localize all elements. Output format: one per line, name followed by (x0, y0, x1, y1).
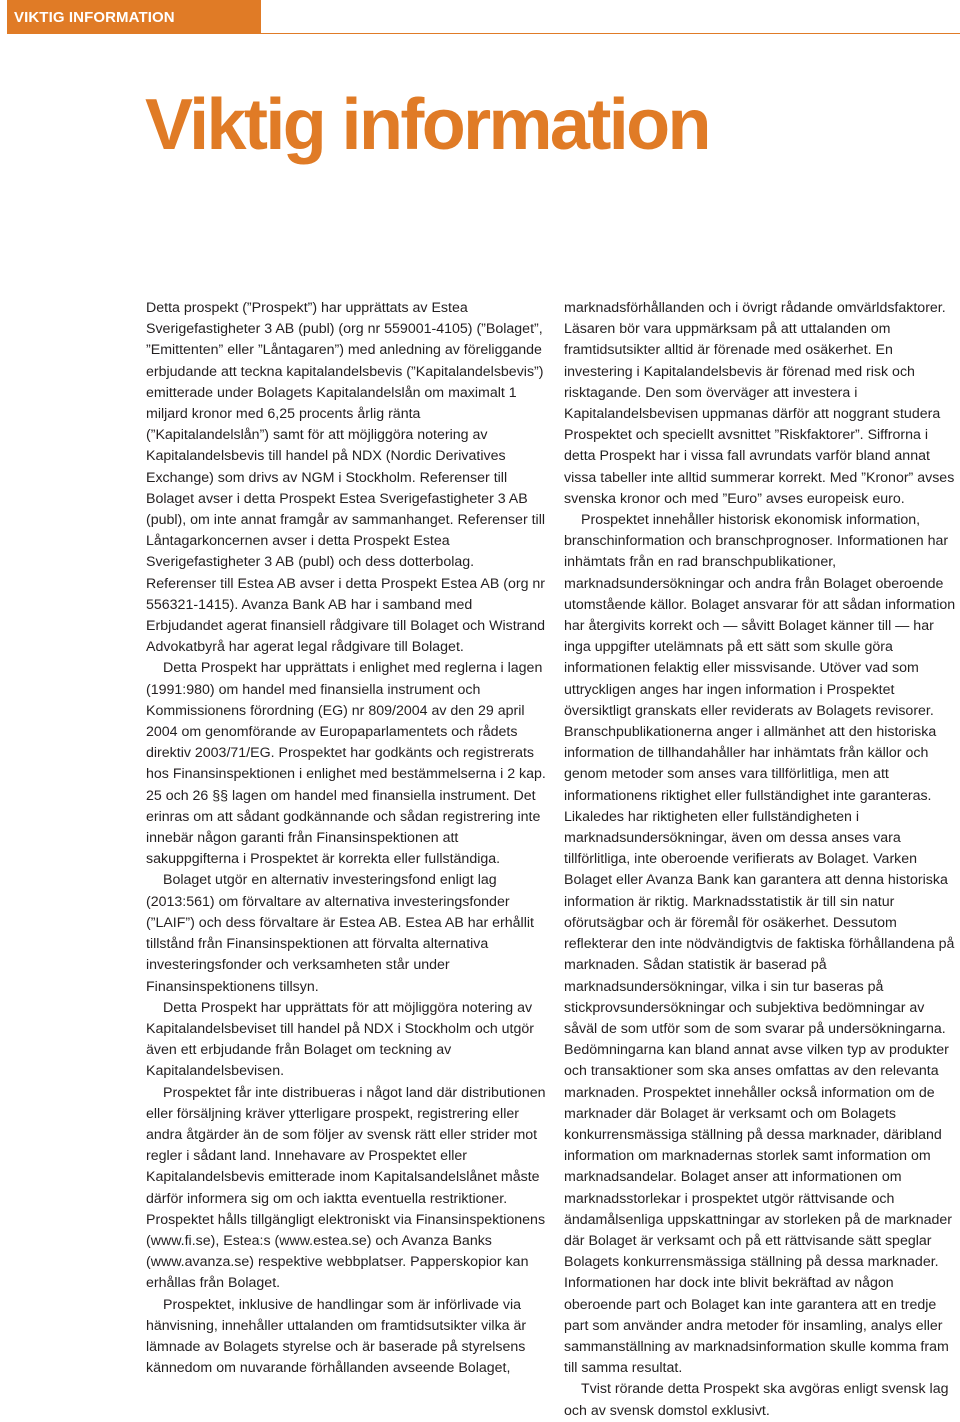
paragraph: Detta Prospekt har upprättats i enlighet med reglerna i lagen (1991:980) om handel med finansiella instrument och Kommissionens förordning (EG) nr 809/2004 av den 29 april 2004 om genomförande av Europaparlamentets och rådets direktiv 2003/71/EG. Prospektet har godkänts och registrerats hos Finansinspektionen i enlighet med bestämmelserna i 2 kap. 25 och 26 §§ lagen om handel med finansiella instrument. Det erinras om att sådant godkännande och sådan registrering inte innebär någon garanti från Finansinspektionen att sakuppgifterna i Prospektet är korrekta eller fullständiga. (146, 660, 546, 868)
paragraph: Prospektet, inklusive de handlingar som är införlivade via hänvisning, innehåller uttalanden om framtidsutsikter vilka är lämnade av Bolagets styrelse och är baserade på styrelsens kännedom om nuvarande förhållanden avseende Bolaget, (146, 1296, 527, 1377)
paragraph: Tvist rörande detta Prospekt ska avgöras enligt svensk lag och av svensk domstol exklusivt. (564, 1381, 949, 1419)
page-title: Viktig information (145, 85, 709, 165)
text-column-right (564, 298, 956, 1422)
paragraph: marknadsförhållanden och i övrigt rådande omvärldsfaktorer. Läsaren bör vara uppmärksam på att uttalanden om framtidsutsikter alltid är förenade med osäkerhet. En investering i Kapitalandelsbevis är förenad med risk och risktagande. Den som överväger att investera i Kapitalandelsbevisen uppmanas därför att noggrant studera Prospektet och speciellt avsnittet ”Riskfaktorer”. Siffrorna i detta Prospekt har i vissa fall avrundats varför bland annat vissa tabeller inte alltid summerar korrekt. Med ”Kronor” avses svenska kronor och med ”Euro” avses europeisk euro. (564, 300, 955, 507)
paragraph: Detta prospekt (”Prospekt”) har upprättats av Estea Sverigefastigheter 3 AB (publ) (org nr 559001-4105) (”Bolaget”, ”Emittenten” eller ”Låntagaren”) med anledning av föreliggande erbjudande att teckna kapitalandelsbevis (”Kapitalandelsbevis”) emitterade under Bolagets Kapitalandelslån om maximalt 1 miljard kronor med 6,25 procents årlig ränta (”Kapitalandelslån”) samt för att möjliggöra notering av Kapitalandelsbevis till handel på NDX (Nordic Derivatives Exchange) som drivs av NGM i Stockholm. Referenser till Bolaget avser i detta Prospekt Estea Sverigefastigheter 3 AB (publ), om inte annat framgår av sammanhanget. Referenser till Låntagarkoncernen avser i detta Prospekt Estea Sverigefastigheter 3 AB (publ) och dess dotterbolag. Referenser till Estea AB avser i detta Prospekt Estea AB (org nr 556321-1415). Avanza Bank AB har i samband med Erbjudandet agerat finansiell rådgivare till Bolaget och Wistrand Advokatbyrå har agerat legal rådgivare till Bolaget. (146, 300, 546, 656)
paragraph: Detta Prospekt har upprättats för att möjliggöra notering av Kapitalandelsbeviset till handel på NDX i Stockholm och utgör även ett erbjudande från Bolaget om teckning av Kapitalandelsbevisen. (146, 999, 535, 1080)
section-label-tab: VIKTIG INFORMATION (7, 0, 261, 34)
paragraph: Bolaget utgör en alternativ investeringsfond enligt lag (2013:561) om förvaltare av alternativa investeringsfonder (”LAIF”) och dess förvaltare är Estea AB. Estea AB har erhållit tillstånd från Finansinspektionen att förvalta alternativa investeringsfonder och verksamheten står under Finansinspektionens tillsyn. (146, 872, 534, 995)
text-column-left (146, 298, 546, 1379)
header-divider (261, 33, 960, 34)
paragraph: Prospektet innehåller historisk ekonomisk information, branschinformation och branschprognoser. Informationen har inhämtats från en rad branschpublikationer, marknadsundersökningar och andra från Bolaget oberoende utomstående källor. Bolaget ansvarar för att sådan information har återgivits korrekt och — såvitt Bolaget känner till — har inga uppgifter utelämnats på ett sätt som skulle göra informationen felaktig eller missvisande. Utöver vad som uttryckligen anges har ingen information i Prospektet översiktligt granskats eller reviderats av Bolagets revisorer. Branschpublikationerna anger i allmänhet att den historiska information de tillhandahåller har inhämtats från källor och genom metoder som anses vara tillförlitliga, men att informationens riktighet eller fullständighet inte garanteras. Likaledes har riktigheten eller fullständigheten i marknadsundersökningar, även om dessa anses vara tillförlitliga, inte oberoende verifierats av Bolaget. Varken Bolaget eller Avanza Bank kan garantera att denna historiska information är riktig. Marknadsstatistik är till sin natur oförutsägbar och är föremål för osäkerhet. Dessutom reflekterar den inte nödvändigtvis de faktiska förhållandena på marknaden. Sådan statistik är baserad på marknadsundersökningar, vilka i sin tur baseras på stickprovsundersökningar och subjektiva bedömningar av såväl de som utför som de som svarar på undersökningarna. Bedömningarna kan bland annat avse vilken typ av produkter och transaktioner som ska anses omfattas av den relevanta marknaden. Prospektet innehåller också information om de marknader där Bolaget är verksamt och om Bolagets konkurrensmässiga ställning på dessa marknader, däribland information om marknadernas storlek samt information om marknadsandelar. Bolaget anser att informationen om marknadsstorlekar i prospektet utgör rättvisande och ändamålsenliga uppskattningar av storleken på de marknader där Bolaget är verksamt och på ett rättvisande sätt speglar Bolagets konkurrensmässiga ställning på dessa marknader. Informationen har dock inte blivit bekräftad av någon oberoende part och Bolaget kan inte garantera att en tredje part som använder andra metoder för insamling, analys eller sammanställning av marknadsinformation skulle komma fram till samma resultat. (564, 512, 956, 1377)
paragraph: Prospektet får inte distribueras i något land där distributionen eller försäljning kräver ytterligare prospekt, registrering eller andra åtgärder än de som följer av svensk rätt eller strider mot regler i sådant land. Innehavare av Prospektet eller Kapitalandelsbevis emitterade inom Kapitalsandelslånet måste därför informera sig om och iaktta eventuella restriktioner. Prospektet hålls tillgängligt elektroniskt via Finansinspektionens (www.fi.se), Estea:s (www.estea.se) och Avanza Banks (www.avanza.se) respektive webbplatser. Papperskopior kan erhållas från Bolaget. (146, 1084, 546, 1292)
